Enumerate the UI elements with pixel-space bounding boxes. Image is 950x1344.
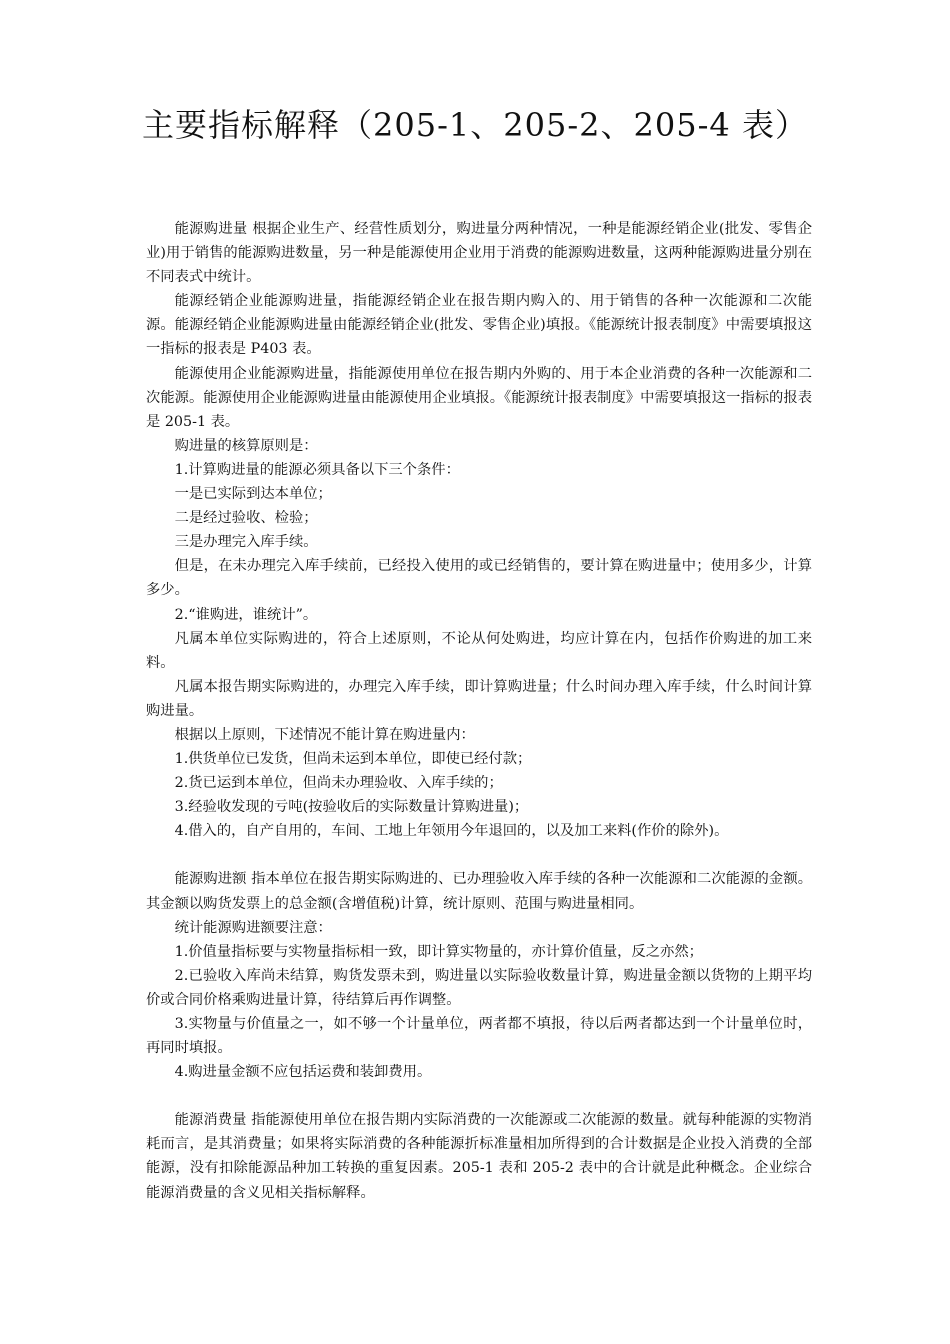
paragraph-condition-2: 二是经过验收、检验； — [174, 510, 318, 527]
paragraph-unit-purchase: 凡属本单位实际购进的，符合上述原则，不论从何处购进，均应计算在内，包括作价购进的加工来料。 — [146, 630, 812, 671]
paragraph-amount-note-3: 3.实物量与价值量之一，如不够一个计量单位，两者都不填报，待以后两者都达到一个计量单位时，再同时填报。 — [146, 1016, 812, 1057]
paragraph-who-buys: 2.“谁购进，谁统计”。 — [174, 606, 318, 623]
paragraph-period-purchase: 凡属本报告期实际购进的，办理完入库手续，即计算购进量；什么时间办理入库手续，什么时间计算购进量。 — [146, 678, 812, 719]
paragraph-amount-notes-intro: 统计能源购进额要注意： — [174, 919, 332, 936]
document-body — [146, 217, 812, 1205]
paragraph-exclusion-2: 2.货已运到本单位，但尚未办理验收、入库手续的； — [174, 775, 503, 792]
paragraph-energy-purchase-definition: 能源购进量 根据企业生产、经营性质划分，购进量分两种情况，一种是能源经销企业(批发、零售企业)用于销售的能源购进数量，另一种是能源使用企业用于消费的能源购进数量，这两种能源购进量分别在不同表式中统计。 — [146, 221, 812, 286]
paragraph-exclusion-3: 3.经验收发现的亏吨(按验收后的实际数量计算购进量)； — [174, 799, 529, 816]
paragraph-amount-note-4: 4.购进量金额不应包括运费和装卸费用。 — [174, 1064, 432, 1081]
paragraph-distributor-purchase: 能源经销企业能源购进量，指能源经销企业在报告期内购入的、用于销售的各种一次能源和二次能源。能源经销企业能源购进量由能源经销企业(批发、零售企业)填报。《能源统计报表制度》中需要填报这一指标的报表是 P403 表。 — [146, 293, 812, 358]
paragraph-exclusions-intro: 根据以上原则，下述情况不能计算在购进量内： — [174, 726, 475, 743]
paragraph-user-purchase: 能源使用企业能源购进量，指能源使用单位在报告期内外购的、用于本企业消费的各种一次能源和二次能源。能源使用企业能源购进量由能源使用企业填报。《能源统计报表制度》中需要填报这一指标的报表是 205-1 表。 — [146, 365, 812, 430]
paragraph-condition-intro: 1.计算购进量的能源必须具备以下三个条件： — [174, 461, 460, 478]
paragraph-exception: 但是，在未办理完入库手续前，已经投入使用的或已经销售的，要计算在购进量中；使用多少，计算多少。 — [146, 558, 812, 599]
paragraph-consumption-definition: 能源消费量 指能源使用单位在报告期内实际消费的一次能源或二次能源的数量。就每种能源的实物消耗而言，是其消费量；如果将实际消费的各种能源折标准量相加所得到的合计数据是企业投入消费的全部能源，没有扣除能源品种加工转换的重复因素。205-1 表和 205-2 表中的合计就是此种概念。企业综合能源消费量的含义见相关指标解释。 — [146, 1112, 812, 1201]
section-spacer — [146, 1084, 812, 1108]
paragraph-purchase-amount-definition: 能源购进额 指本单位在报告期实际购进的、已办理验收入库手续的各种一次能源和二次能源的金额。其金额以购货发票上的总金额(含增值税)计算，统计原则、范围与购进量相同。 — [146, 871, 812, 912]
paragraph-amount-note-1: 1.价值量指标要与实物量指标相一致，即计算实物量的，亦计算价值量，反之亦然； — [174, 943, 703, 960]
document-title: 主要指标解释（205-1、205-2、205-4 表） — [142, 106, 808, 144]
paragraph-accounting-principle: 购进量的核算原则是： — [174, 437, 318, 454]
paragraph-amount-note-2: 2.已验收入库尚未结算，购货发票未到，购进量以实际验收数量计算，购进量金额以货物的上期平均价或合同价格乘购进量计算，待结算后再作调整。 — [146, 967, 812, 1008]
paragraph-exclusion-1: 1.供货单位已发货，但尚未运到本单位，即使已经付款； — [174, 751, 532, 768]
section-spacer — [146, 843, 812, 867]
paragraph-exclusion-4: 4.借入的，自产自用的，车间、工地上年领用今年退回的，以及加工来料(作价的除外)。 — [174, 823, 729, 840]
paragraph-condition-3: 三是办理完入库手续。 — [174, 534, 318, 551]
paragraph-condition-1: 一是已实际到达本单位； — [174, 486, 332, 503]
